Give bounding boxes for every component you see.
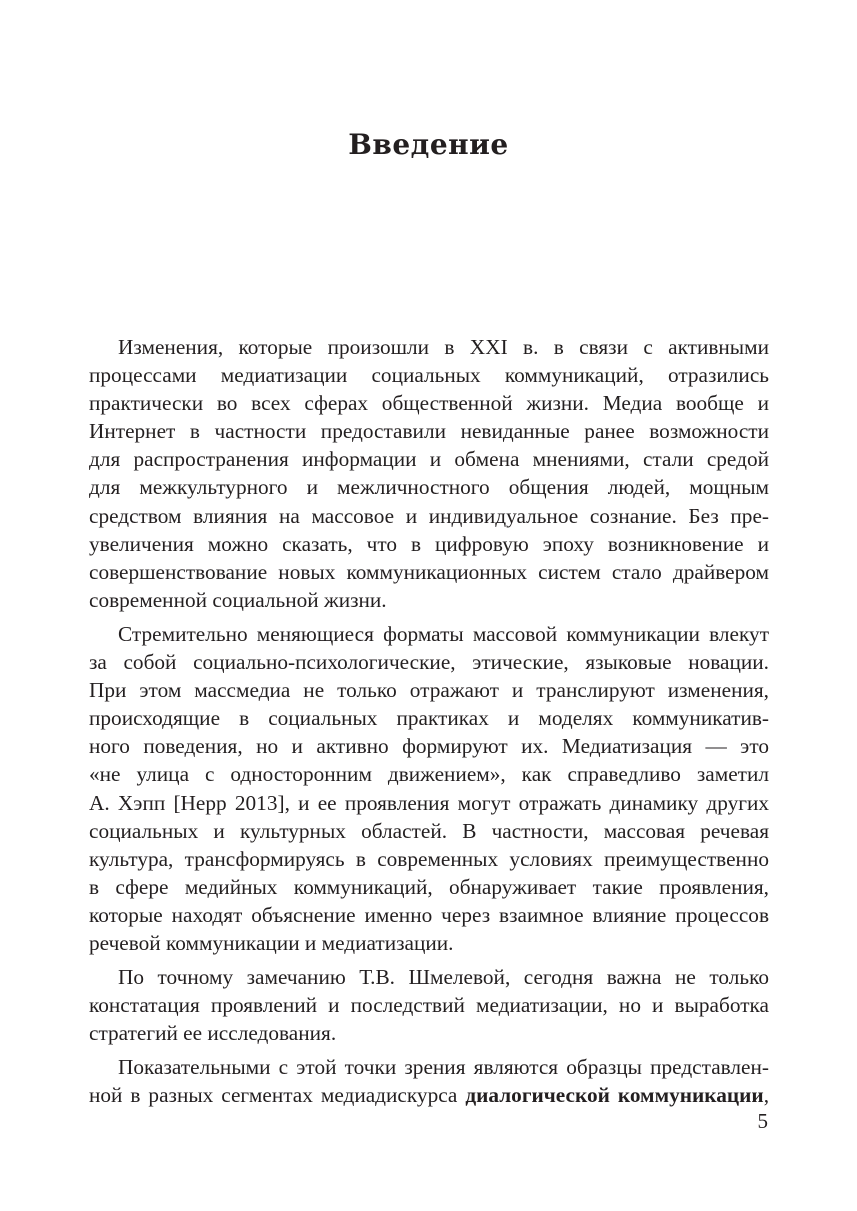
text-line: практически во всех сферах общественной жизни. Медиа вообще и [89, 391, 769, 416]
page-number: 5 [757, 1109, 768, 1133]
text-line: совершенствование новых коммуникационных систем стало драйвером [89, 559, 769, 584]
paragraph-1 [89, 333, 769, 614]
bold-term: диалогической коммуникации [465, 1083, 764, 1108]
body-text [89, 333, 769, 1116]
text-line: происходящие в социальных практиках и моделях коммуникатив- [89, 706, 769, 731]
text-line: «не улица с односторонним движением», как справедливо заметил [89, 762, 769, 787]
text-line: Интернет в частности предоставили невиданные ранее возможности [89, 419, 769, 444]
text-line: культура, трансформируясь в современных условиях преимущественно [89, 846, 769, 871]
text-line-with-term [89, 1081, 769, 1109]
text-line: современной социальной жизни. [89, 587, 387, 612]
text-line: констатация проявлений и последствий медиатизации, но и выработка [89, 993, 769, 1018]
text-line: ного поведения, но и активно формируют их. Медиатизация — это [89, 734, 769, 759]
text-line: стратегий ее исследования. [89, 1021, 337, 1046]
paragraph-4 [89, 1053, 769, 1109]
text-line: социальных и культурных областей. В частности, массовая речевая [89, 818, 769, 843]
text-line: средством влияния на массовое и индивидуальное сознание. Без пре- [89, 503, 769, 528]
chapter-title: Введение [348, 128, 509, 161]
text-line: По точному замечанию Т.В. Шмелевой, сегодня важна не только [118, 965, 769, 990]
text-line: Показательными с этой точки зрения являются образцы представлен- [118, 1055, 769, 1080]
text-fragment: , [763, 1083, 770, 1108]
text-line: в сфере медийных коммуникаций, обнаруживает такие проявления, [89, 874, 769, 899]
text-fragment: ной в разных сегментах медиадискурса [89, 1083, 466, 1108]
text-line: А. Хэпп [Hepp 2013], и ее проявления могут отражать динамику других [89, 790, 769, 815]
text-line: речевой коммуникации и медиатизации. [89, 930, 454, 955]
text-line: для межкультурного и межличностного общения людей, мощным [89, 475, 769, 500]
text-line: которые находят объяснение именно через взаимное влияние процессов [89, 902, 769, 927]
text-line: При этом массмедиа не только отражают и транслируют изменения, [89, 678, 769, 703]
text-line: для распространения информации и обмена мнениями, стали средой [89, 447, 769, 472]
paragraph-3 [89, 963, 769, 1047]
text-line: Стремительно меняющиеся форматы массовой коммуникации влекут [118, 621, 769, 646]
text-line: процессами медиатизации социальных коммуникаций, отразились [89, 363, 769, 388]
text-line: за собой социально-психологические, этические, языковые новации. [89, 650, 769, 675]
text-line: увеличения можно сказать, что в цифровую эпоху возникновение и [89, 531, 769, 556]
paragraph-2 [89, 620, 769, 957]
text-line: Изменения, которые произошли в XXI в. в связи с активными [118, 335, 769, 359]
